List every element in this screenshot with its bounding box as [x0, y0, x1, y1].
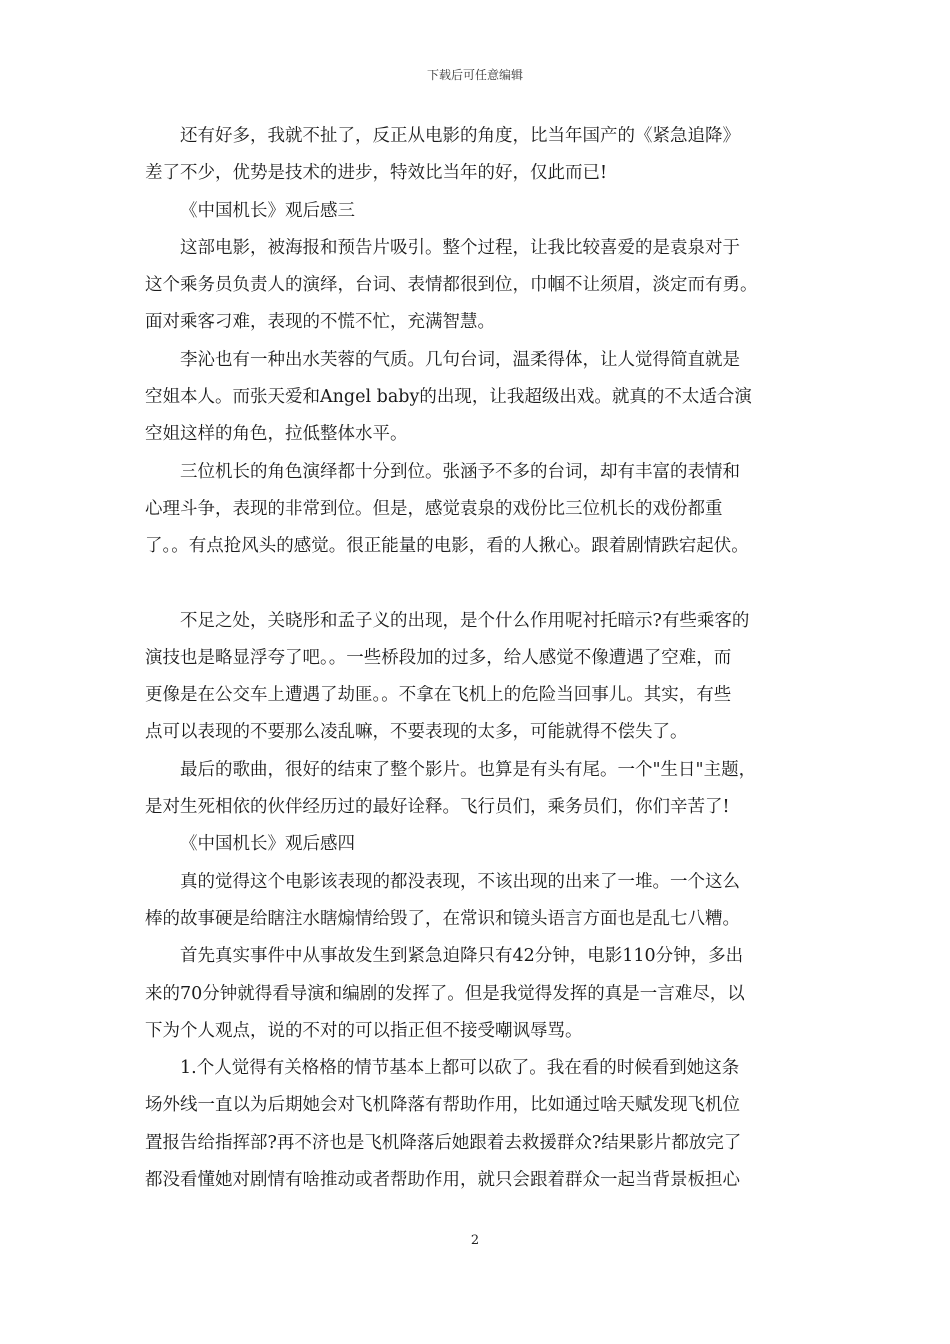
text-line: 三位机长的角色演绎都十分到位。张涵予不多的台词，却有丰富的表情和	[180, 461, 740, 482]
paragraph	[145, 864, 815, 939]
text-line: 还有好多，我就不扯了，反正从电影的角度，比当年国产的《紧急追降》	[180, 126, 740, 146]
text-line: 了。。有点抢风头的感觉。很正能量的电影，看的人揪心。跟着剧情跌宕起伏。	[145, 536, 749, 557]
document-body	[145, 118, 815, 1199]
text-line: 真的觉得这个电影该表现的都没表现，不该出现的出来了一堆。一个这么	[180, 871, 740, 892]
text-line: 李沁也有一种出水芙蓉的气质。几句台词，温柔得体，让人觉得简直就是	[180, 349, 740, 370]
text-line: 更像是在公交车上遭遇了劫匪。。不拿在飞机上的危险当回事儿。其实，有些	[145, 685, 732, 706]
paragraph	[145, 342, 815, 454]
text-line: 是对生死相依的伙伴经历过的最好诠释。飞行员们，乘务员们，你们辛苦了!	[145, 797, 730, 818]
paragraph	[145, 752, 815, 827]
text-line: 这部电影，被海报和预告片吸引。整个过程，让我比较喜爱的是袁泉对于	[180, 237, 740, 258]
page-header: 下载后可任意编辑	[426, 68, 523, 82]
text-line: 心理斗争，表现的非常到位。但是，感觉袁泉的戏份比三位机长的戏份都重	[145, 498, 723, 519]
paragraph	[145, 603, 815, 752]
text-line: 演技也是略显浮夸了吧。。一些桥段加的过多，给人感觉不像遭遇了空难，而	[145, 647, 732, 668]
text-line: 1.个人觉得有关格格的情节基本上都可以砍了。我在看的时候看到她这条	[180, 1058, 740, 1079]
paragraph-list	[145, 118, 815, 1199]
paragraph	[145, 118, 815, 193]
text-line: 下为个人观点，说的不对的可以指正但不接受嘲讽辱骂。	[145, 1020, 583, 1041]
text-line: 来的70分钟就得看导演和编剧的发挥了。但是我觉得发挥的真是一言难尽，以	[145, 983, 745, 1004]
text-line: 空姐本人。而张天爱和Angel baby的出现，让我超级出戏。就真的不太适合演	[145, 387, 752, 408]
paragraph	[145, 826, 815, 863]
text-line: 《中国机长》观后感四	[180, 834, 355, 855]
text-line: 最后的歌曲，很好的结束了整个影片。也算是有头有尾。一个"生日"主题，	[180, 759, 757, 780]
text-line: 置报告给指挥部?再不济也是飞机降落后她跟着去救援群众?结果影片都放完了	[145, 1132, 742, 1153]
text-line: 首先真实事件中从事故发生到紧急迫降只有42分钟，电影110分钟，多出	[180, 946, 744, 967]
paragraph	[145, 230, 815, 342]
text-line: 空姐这样的角色，拉低整体水平。	[145, 424, 408, 445]
page-number: 2	[470, 1233, 480, 1248]
paragraph	[145, 454, 815, 566]
paragraph-gap	[145, 566, 815, 603]
text-line: 都没看懂她对剧情有啥推动或者帮助作用，就只会跟着群众一起当背景板担心	[145, 1170, 740, 1191]
text-line: 面对乘客刁难，表现的不慌不忙，充满智慧。	[145, 312, 495, 333]
text-line: 棒的故事硬是给瞎注水瞎煽情给毁了，在常识和镜头语言方面也是乱七八糟。	[145, 908, 740, 929]
text-line: 这个乘务员负责人的演绎，台词、表情都很到位，巾帼不让须眉，淡定而有勇。	[145, 275, 758, 296]
text-line: 点可以表现的不要那么凌乱嘛，不要表现的太多，可能就得不偿失了。	[145, 722, 688, 743]
text-line: 不足之处，关晓彤和孟子义的出现，是个什么作用呢衬托暗示?有些乘客的	[180, 610, 750, 631]
paragraph	[145, 193, 815, 230]
paragraph	[145, 1050, 815, 1199]
text-line: 场外线一直以为后期她会对飞机降落有帮助作用，比如通过啥天赋发现飞机位	[145, 1095, 740, 1116]
text-line: 差了不少，优势是技术的进步，特效比当年的好，仅此而已!	[145, 163, 608, 184]
text-line: 《中国机长》观后感三	[180, 200, 355, 221]
paragraph	[145, 938, 815, 1050]
